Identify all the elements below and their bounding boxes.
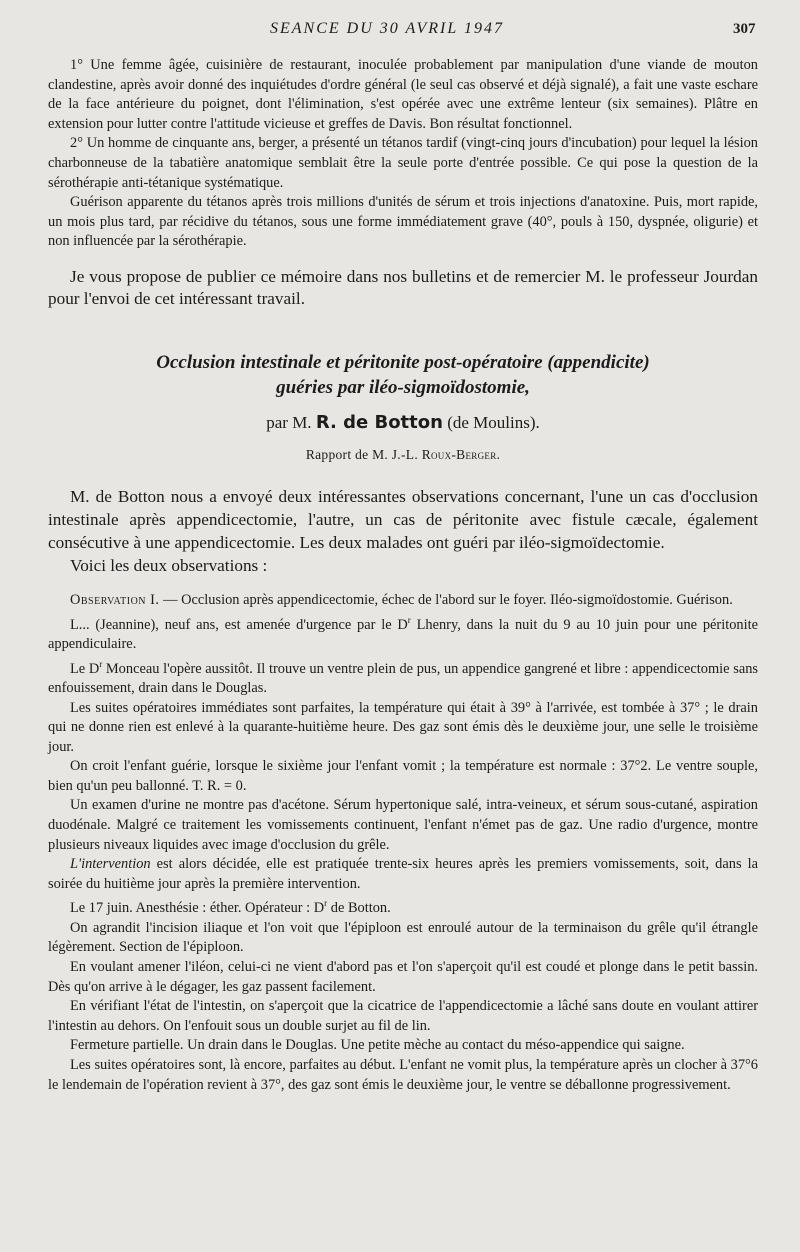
byline-prefix: par M. xyxy=(266,412,312,432)
article-title-line: Occlusion intestinale et péritonite post-opératoire (appendicite) xyxy=(156,351,650,373)
running-head: SEANCE DU 30 AVRIL 1947 xyxy=(270,20,504,37)
case-paragraph: 2° Un homme de cinquante ans, berger, a présenté un tétanos tardif (vingt-cinq jours d'incubation) pour lequel la lésion charbonneuse de la tabatière anatomique semblait être la seule porte d'entrée possible. Ce qui pose la question de la sérothérapie anti-tétanique systématique. xyxy=(48,135,758,191)
text-run: Monceau l'opère aussitôt. Il trouve un ventre plein de pus, un appendice gangrené et libre : appendicectomie sans enfouissement, drain dans le Douglas. xyxy=(48,660,759,696)
observation-paragraph: En voulant amener l'iléon, celui-ci ne vient d'abord pas et l'on s'aperçoit qu'il est coudé et plonge dans le petit bassin. Dès qu'on arrive à le dégager, les gaz passent facilement. xyxy=(48,959,758,995)
text-run: de Botton. xyxy=(327,900,391,917)
case-summary xyxy=(48,56,758,252)
observation-label: Observation I. xyxy=(70,591,160,608)
observation-paragraph: Un examen d'urine ne montre pas d'acétone. Sérum hypertonique salé, intra-veineux, et sérum sous-cutané, aspiration duodénale. Malgré ce traitement les vomissements continuent, l'enfant n'émet pas de gaz. Une radio d'urgence, montre plusieurs niveaux liquides avec image d'occlusion du grêle. xyxy=(48,797,758,853)
rapport-line xyxy=(48,447,758,463)
intro-paragraph: Voici les deux observations : xyxy=(70,555,268,575)
article-title xyxy=(48,350,758,400)
text-run: Le 17 juin. Anesthésie : éther. Opérateur : D xyxy=(70,900,325,917)
italic-word: L'intervention xyxy=(70,856,151,873)
superscript: r xyxy=(407,614,411,625)
author-location: (de Moulins). xyxy=(447,412,540,432)
intro-section xyxy=(48,485,758,577)
case-paragraph: Guérison apparente du tétanos après trois millions d'unités de sérum et trois injections d'anatoxine. Puis, mort rapide, un mois plus tard, par récidive du tétanos, sous une forme immédiatement grave (40°, pouls à 150, dyspnée, oligurie) et non influencée par la sérothérapie. xyxy=(48,194,758,250)
observation-paragraph: On croit l'enfant guérie, lorsque le sixième jour l'enfant vomit ; la température est normale : 37°2. Le ventre souple, bien qu'un peu ballonné. T. R. = 0. xyxy=(48,758,758,794)
text-run: L... (Jeannine), neuf ans, est amenée d'urgence par le D xyxy=(70,616,408,633)
rapport-prefix: Rapport de M. J.-L. xyxy=(305,446,418,462)
author-name: R. de Botton xyxy=(315,411,443,433)
observation-heading-text: — Occlusion après appendicectomie, échec de l'abord sur le foyer. Iléo-sigmoïdostomie. Guérison. xyxy=(163,591,733,608)
observation-paragraph: On agrandit l'incision iliaque et l'on voit que l'épiploon est enroulé autour de la terminaison du grêle qu'il étrangle légèrement. Section de l'épiploon. xyxy=(48,919,758,956)
text-run: Le D xyxy=(70,660,100,677)
lead-paragraph: Je vous propose de publier ce mémoire dans nos bulletins et de remercier M. le professeur Jourdan pour l'envoi de cet intéressant travail. xyxy=(48,266,758,308)
observation-paragraph xyxy=(48,611,758,655)
observation-paragraph xyxy=(48,855,758,894)
page-number: 307 xyxy=(733,21,756,37)
observation-paragraph: Fermeture partielle. Un drain dans le Douglas. Une petite mèche au contact du méso-appendice qui saigne. xyxy=(70,1037,685,1054)
page-content xyxy=(48,56,758,1095)
byline xyxy=(48,412,758,433)
page-header xyxy=(0,18,800,42)
intro-paragraph: M. de Botton nous a envoyé deux intéressantes observations concernant, l'une un cas d'occlusion intestinale après appendicectomie, l'autre, un cas de péritonite avec fistule cæcale, également consécutive à une appendicectomie. Les deux malades ont guéri par iléo-sigmoïdectomie. xyxy=(48,486,758,552)
superscript: r xyxy=(324,898,328,909)
observation-heading xyxy=(48,591,758,611)
observation-paragraph: Les suites opératoires immédiates sont parfaites, la température qui était à 39° à l'arrivée, est tombée à 37° ; le drain qui ne donne rien est enlevé à la quarante-huitième heure. Des gaz sont émis dès le deuxième jour, une selle le troisième jour. xyxy=(48,699,758,755)
rapport-author: Roux-Berger. xyxy=(421,446,501,462)
article-title-line: guéries par iléo-sigmoïdostomie, xyxy=(276,376,530,398)
observation-section xyxy=(48,591,758,1095)
case-paragraph: 1° Une femme âgée, cuisinière de restaurant, inoculée probablement par manipulation d'une viande de mouton clandestine, après avoir donné des inquiétudes d'ordre général (le seul cas observé et déjà signalé), a fait une vaste eschare de la face antérieure du poignet, dont l'élimination, s'est opérée avec une extrême lenteur (six semaines). Plâtre en extension pour lutter contre l'attitude vicieuse et greffes de Davis. Bon résultat fonctionnel. xyxy=(48,57,758,132)
observation-paragraph: En vérifiant l'état de l'intestin, on s'aperçoit que la cicatrice de l'appendicectomie a lâché sans doute en voulant attirer l'intestin au dehors. On l'enfouit sous un double surjet au fil de lin. xyxy=(48,998,758,1034)
observation-paragraph xyxy=(48,894,758,918)
text-run: Lhenry, dans la nuit du 9 au 10 juin pour une péritonite appendiculaire. xyxy=(48,616,758,652)
observation-paragraph xyxy=(48,655,758,699)
text-run: est alors décidée, elle est pratiquée trente-six heures après les premiers vomissements, soit, dans la soirée du huitième jour après la première intervention. xyxy=(48,856,758,892)
observation-paragraph: Les suites opératoires sont, là encore, parfaites au début. L'enfant ne vomit plus, la température après un clocher à 37°6 le lendemain de l'opération revient à 37°, des gaz sont émis le deuxième jour, le ventre se déballonne progressivement. xyxy=(48,1056,758,1093)
superscript: r xyxy=(99,658,103,669)
